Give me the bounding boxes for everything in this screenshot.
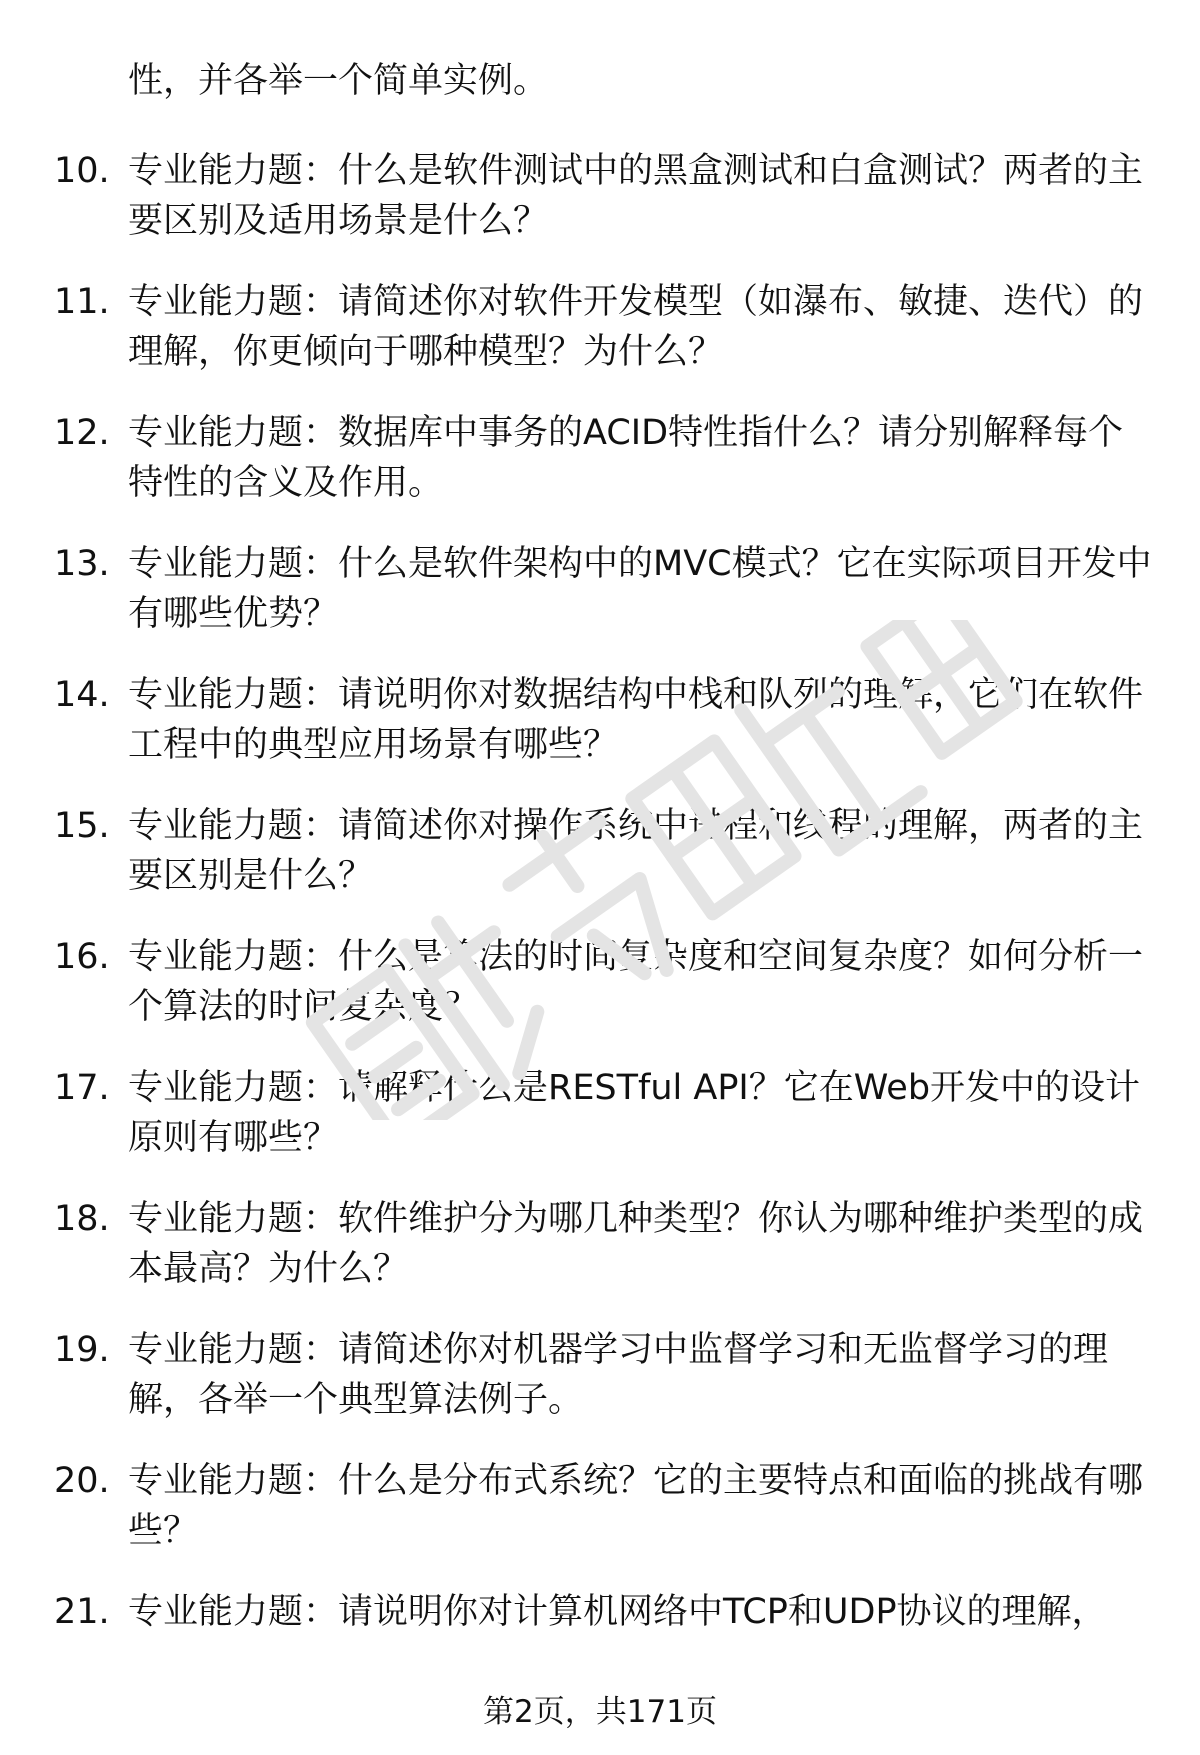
- question-text: 专业能力题：请简述你对软件开发模型（如瀑布、敏捷、迭代）的理解，你更倾向于哪种模型？为什么？: [128, 282, 1144, 372]
- question-number: 15.: [54, 806, 110, 846]
- question-text: 专业能力题：软件维护分为哪几种类型？你认为哪种维护类型的成本最高？为什么？: [128, 1199, 1144, 1289]
- question-item: [0, 1063, 1200, 1194]
- question-number: 21.: [54, 1592, 110, 1632]
- question-number: 11.: [54, 282, 110, 322]
- question-text: 专业能力题：请说明你对数据结构中栈和队列的理解，它们在软件工程中的典型应用场景有哪些？: [128, 675, 1144, 765]
- question-text: 专业能力题：请简述你对机器学习中监督学习和无监督学习的理解，各举一个典型算法例子。: [128, 1330, 1109, 1420]
- question-number: 16.: [54, 937, 110, 977]
- question-item: [0, 408, 1200, 539]
- question-item: [0, 1325, 1200, 1456]
- question-number: 19.: [54, 1330, 110, 1370]
- question-text: 专业能力题：什么是软件架构中的MVC模式？它在实际项目开发中有哪些优势？: [128, 544, 1152, 634]
- question-item: [0, 1456, 1200, 1587]
- question-number: 12.: [54, 413, 110, 453]
- question-item: [0, 277, 1200, 408]
- question-text: 专业能力题：数据库中事务的ACID特性指什么？请分别解释每个特性的含义及作用。: [128, 413, 1124, 503]
- question-text: 专业能力题：请简述你对操作系统中进程和线程的理解，两者的主要区别是什么？: [128, 806, 1144, 896]
- question-text: 专业能力题：请解释什么是RESTful API？它在Web开发中的设计原则有哪些？: [128, 1068, 1141, 1158]
- question-number: 18.: [54, 1199, 110, 1239]
- question-item: [0, 801, 1200, 932]
- question-text: 专业能力题：什么是软件测试中的黑盒测试和白盒测试？两者的主要区别及适用场景是什么？: [128, 151, 1144, 241]
- question-text: 专业能力题：请说明你对计算机网络中TCP和UDP协议的理解，: [128, 1592, 1107, 1632]
- continuation-text: 性，并各举一个简单实例。: [128, 61, 549, 101]
- question-number: 17.: [54, 1068, 110, 1108]
- question-number: 20.: [54, 1461, 110, 1501]
- question-text: 专业能力题：什么是分布式系统？它的主要特点和面临的挑战有哪些？: [128, 1461, 1144, 1551]
- question-item: [0, 670, 1200, 801]
- question-item: [0, 1194, 1200, 1325]
- question-list: [0, 146, 1200, 1718]
- question-number: 14.: [54, 675, 110, 715]
- question-item: [0, 932, 1200, 1063]
- page-footer: 第2页，共171页: [483, 1694, 717, 1730]
- question-number: 13.: [54, 544, 110, 584]
- question-item: [0, 146, 1200, 277]
- question-text: 专业能力题：什么是算法的时间复杂度和空间复杂度？如何分析一个算法的时间复杂度？: [128, 937, 1144, 1027]
- question-number: 10.: [54, 151, 110, 191]
- question-item: [0, 539, 1200, 670]
